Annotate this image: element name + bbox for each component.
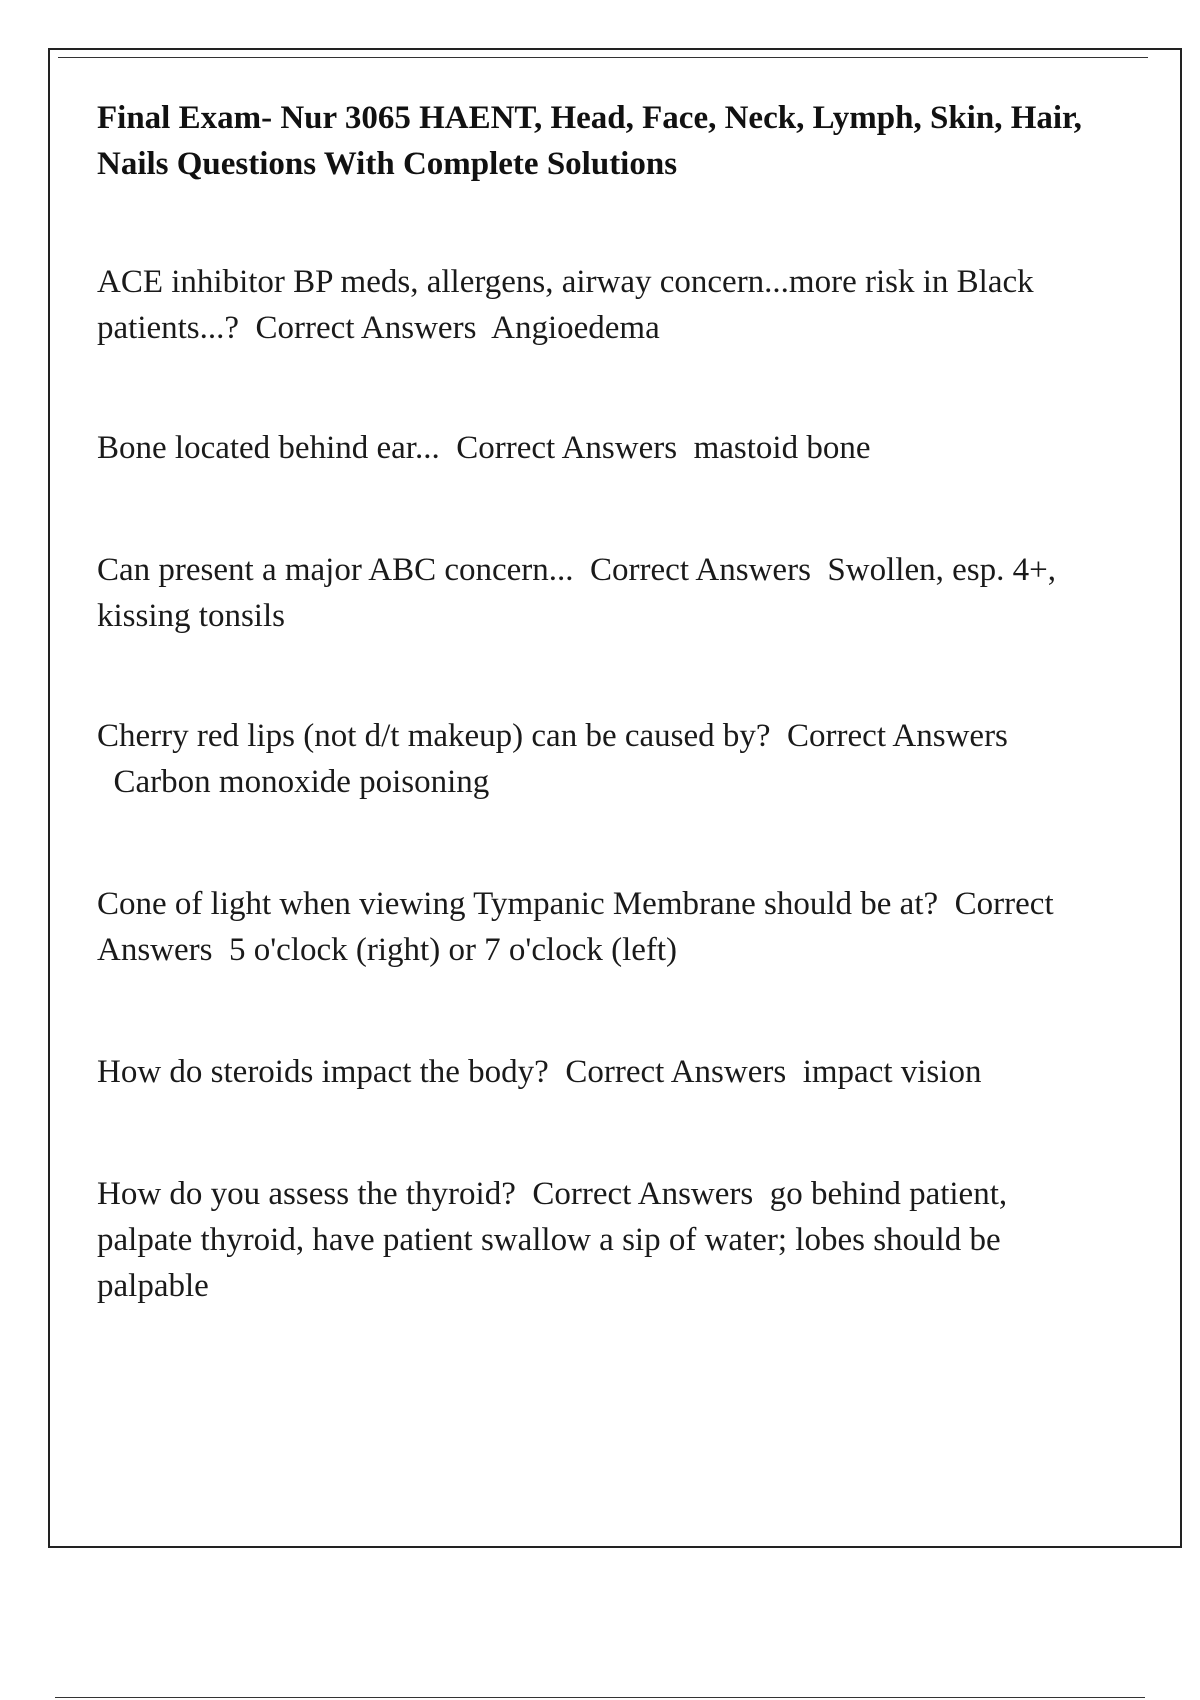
qa-item (97, 1171, 1087, 1309)
answer-marker: Correct Answers (565, 1054, 787, 1090)
question-text: Cherry red lips (not d/t makeup) can be caused by? (97, 718, 771, 754)
answer-text: impact vision (802, 1054, 982, 1090)
question-text: ACE inhibitor BP meds, allergens, airway concern...more risk in Black patients...? (97, 264, 1034, 346)
top-rule (58, 57, 1148, 58)
answer-marker: Correct Answers (532, 1176, 754, 1212)
answer-text: 5 o'clock (right) or 7 o'clock (left) (228, 932, 678, 968)
answer-text: Swollen, esp. 4+, kissing tonsils (97, 552, 1056, 634)
answer-text: Angioedema (491, 310, 660, 346)
question-text: How do you assess the thyroid? (97, 1176, 516, 1212)
answer-marker: Correct Answers (97, 886, 1054, 968)
answer-marker: Correct Answers (255, 310, 477, 346)
answer-marker: Correct Answers (590, 552, 811, 588)
answer-text: Carbon monoxide poisoning (113, 764, 490, 800)
qa-item (97, 881, 1087, 973)
qa-item (97, 425, 1087, 471)
qa-item (97, 713, 1087, 805)
answer-text: go behind patient, palpate thyroid, have patient swallow a sip of water; lobes should be palpable (97, 1176, 1008, 1304)
qa-list (97, 259, 1087, 1309)
answer-marker: Correct Answers (456, 430, 678, 466)
qa-item (97, 547, 1087, 639)
question-text: Can present a major ABC concern... (97, 552, 574, 588)
question-text: How do steroids impact the body? (97, 1054, 549, 1090)
qa-item (97, 1049, 1087, 1095)
question-text: Cone of light when viewing Tympanic Membrane should be at? (97, 886, 939, 922)
bottom-rule (55, 1697, 1145, 1698)
question-text: Bone located behind ear... (97, 430, 440, 466)
document-title: Final Exam- Nur 3065 HAENT, Head, Face, Neck, Lymph, Skin, Hair, Nails Questions With Complete Solutions (97, 100, 1082, 182)
document-body (97, 95, 1087, 1309)
answer-marker: Correct Answers (787, 718, 1008, 754)
qa-item (97, 259, 1087, 351)
answer-text: mastoid bone (693, 430, 871, 466)
